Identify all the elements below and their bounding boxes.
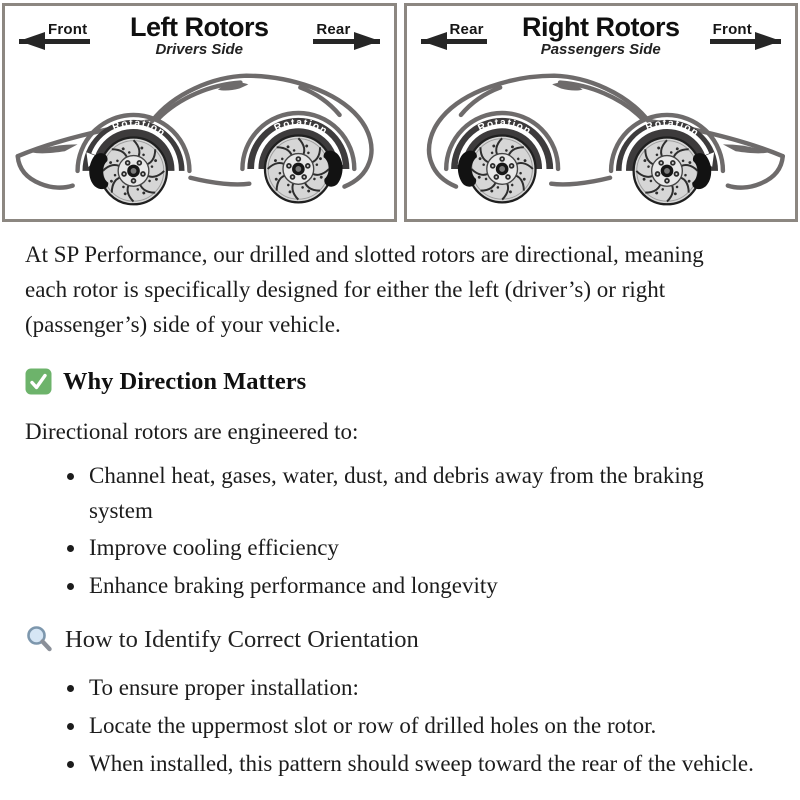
car-illustration-right (407, 61, 796, 218)
rotor-diagram (0, 0, 800, 222)
panel-subtitle: Drivers Side (155, 41, 244, 59)
right-rotors-panel (404, 3, 799, 222)
green-checkmark-icon (25, 368, 52, 395)
panel-subtitle: Passengers Side (540, 41, 661, 59)
panel-title: Left Rotors (130, 12, 269, 42)
rear-label: Rear (316, 21, 351, 38)
list-item: • Improve cooling efficiency (87, 531, 727, 566)
rear-label: Rear (449, 21, 484, 38)
rotation-label: Rotation (643, 118, 701, 140)
rotation-label: Rotation (272, 117, 330, 138)
left-panel-header (5, 6, 394, 62)
front-label: Front (48, 21, 88, 38)
magnifying-glass-icon (25, 625, 54, 654)
car-body-mirrored (428, 76, 782, 205)
left-rotors-panel (2, 3, 397, 222)
why-direction-heading-row (25, 368, 775, 396)
panel-title: Right Rotors (522, 12, 680, 42)
why-direction-heading: Why Direction Matters (63, 367, 307, 395)
why-direction-list (25, 459, 775, 605)
orientation-heading: How to Identify Correct Orientation (65, 625, 419, 653)
rotation-label: Rotation (475, 117, 533, 138)
right-panel-header (407, 6, 796, 62)
car-body (18, 76, 372, 205)
intro-paragraph: At SP Performance, our drilled and slotted rotors are directional, meaning each rotor is specifically designed for either the left (driver’s) or right (passenger’s) side of your vehicle. (25, 242, 704, 338)
list-item: • Channel heat, gases, water, dust, and debris away from the braking system (87, 459, 727, 529)
right-panel-titles (407, 13, 796, 58)
front-label: Front (712, 21, 752, 38)
rotation-label: Rotation (110, 118, 168, 140)
list-item: • Locate the uppermost slot or row of drilled holes on the rotor. (87, 709, 775, 744)
list-item: • Enhance braking performance and longevity (87, 569, 727, 604)
orientation-list (25, 671, 775, 782)
orientation-heading-row (25, 625, 775, 654)
left-panel-titles (5, 13, 394, 58)
list-item: • When installed, this pattern should sweep toward the rear of the vehicle. (87, 747, 775, 782)
list-item: • To ensure proper installation: (87, 671, 775, 706)
engineered-lead: Directional rotors are engineered to: (25, 418, 359, 444)
car-illustration-left (5, 61, 394, 218)
article-body (0, 222, 800, 782)
